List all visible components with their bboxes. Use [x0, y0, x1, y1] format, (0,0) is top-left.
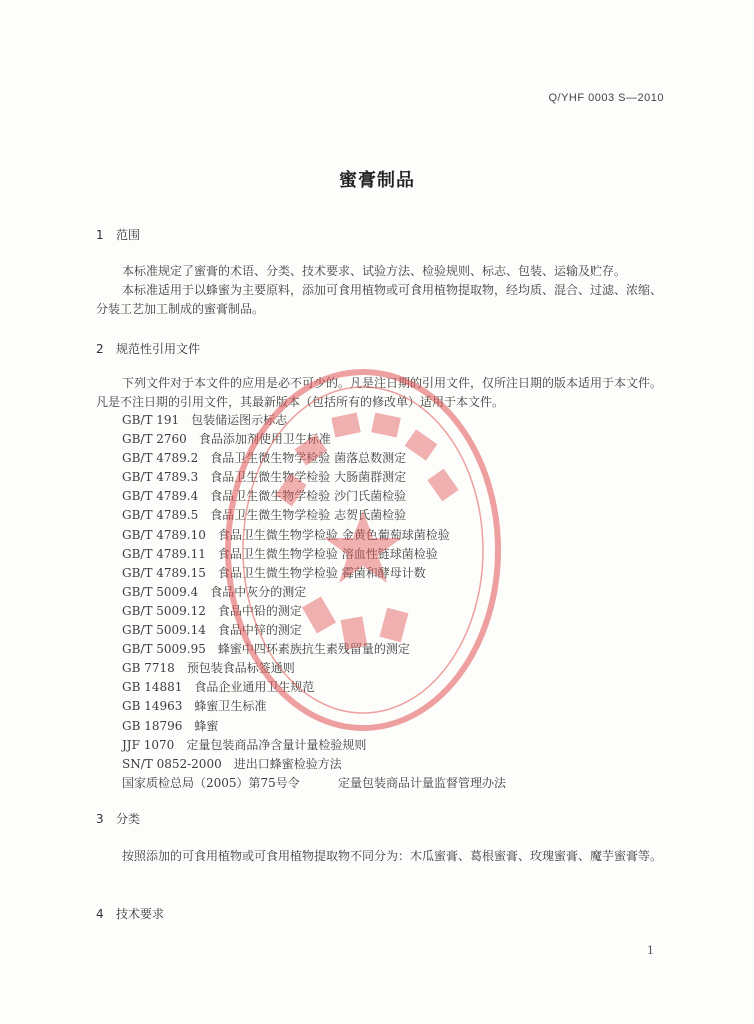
reference-code: GB/T 5009.12 [122, 603, 206, 618]
reference-name: 食品企业通用卫生规范 [194, 680, 315, 695]
reference-item [122, 621, 506, 640]
section-title: 技术要求 [116, 907, 165, 921]
reference-name: 食品中锌的测定 [217, 623, 302, 638]
reference-code: SN/T 0852-2000 [122, 756, 222, 771]
reference-name: 进出口蜂蜜检验方法 [233, 756, 342, 771]
reference-name: 食品卫生微生物学检验 大肠菌群测定 [210, 470, 407, 485]
reference-name: 食品添加剂使用卫生标准 [198, 432, 331, 447]
reference-item [122, 774, 506, 793]
reference-item [122, 659, 506, 678]
reference-item [122, 564, 506, 583]
reference-code: GB/T 4789.15 [122, 565, 206, 580]
reference-list [122, 411, 506, 793]
reference-item [122, 487, 506, 506]
reference-code: GB/T 5009.4 [122, 584, 199, 599]
reference-item [122, 449, 506, 468]
scope-paragraph-2: 本标准适用于以蜂蜜为主要原料，添加可食用植物或可食用植物提取物，经均质、混合、过滤、浓缩、分装工艺加工制成的蜜膏制品。 [96, 283, 663, 316]
scope-paragraph-1: 本标准规定了蜜膏的术语、分类、技术要求、试验方法、检验规则、标志、包装、运输及贮存。 [122, 264, 627, 278]
reference-code: GB 14963 [122, 699, 183, 714]
reference-name: 包装储运图示标志 [191, 413, 288, 427]
reference-code: GB/T 191 [122, 413, 180, 427]
classification-paragraph: 按照添加的可食用植物或可食用植物提取物不同分为：木瓜蜜膏、葛根蜜膏、玫瑰蜜膏、魔芋蜜膏等。 [122, 849, 663, 863]
reference-item [122, 602, 506, 621]
reference-code: GB 18796 [122, 718, 183, 733]
section-title: 范围 [116, 228, 141, 242]
reference-name: 食品卫生微生物学检验 沙门氏菌检验 [210, 489, 407, 504]
reference-name: 食品卫生微生物学检验 金黄色葡萄球菌检验 [217, 527, 450, 542]
reference-code: 国家质检总局（2005）第75号令 [122, 775, 300, 790]
reference-item [122, 526, 506, 545]
reference-item [122, 640, 506, 659]
reference-item [122, 717, 506, 736]
reference-code: GB/T 5009.14 [122, 623, 206, 638]
reference-item [122, 697, 506, 716]
section-number: 3 [96, 812, 104, 826]
reference-item [122, 583, 506, 602]
section-4-heading [96, 905, 164, 922]
reference-item [122, 430, 506, 449]
reference-code: GB/T 4789.10 [122, 527, 206, 542]
section-2-heading [96, 340, 200, 357]
section-title: 分类 [116, 812, 141, 826]
reference-code: JJF 1070 [122, 737, 175, 752]
reference-item [122, 468, 506, 487]
reference-code: GB/T 4789.3 [122, 470, 199, 485]
reference-code: GB/T 4789.2 [122, 451, 199, 466]
reference-name: 食品卫生微生物学检验 溶血性链球菌检验 [217, 546, 438, 561]
reference-item [122, 545, 506, 564]
section-number: 4 [96, 907, 104, 921]
reference-name: 食品卫生微生物学检验 菌落总数测定 [210, 451, 407, 466]
reference-item [122, 506, 506, 525]
reference-code: GB/T 4789.5 [122, 508, 199, 523]
standard-number: Q/YHF 0003 S—2010 [548, 92, 664, 104]
reference-code: GB/T 2760 [122, 432, 187, 447]
section-3-heading [96, 810, 140, 827]
section-number: 1 [96, 228, 104, 242]
reference-name: 蜂蜜 [194, 718, 219, 733]
references-intro: 下列文件对于本文件的应用是必不可少的。凡是注日期的引用文件，仅所注日期的版本适用于本文件。凡是不注日期的引用文件，其最新版本（包括所有的修改单）适用于本文件。 [96, 376, 663, 409]
reference-item [122, 755, 506, 774]
reference-code: GB/T 5009.95 [122, 642, 206, 657]
reference-name: 蜂蜜卫生标准 [194, 699, 267, 714]
reference-code: GB/T 4789.4 [122, 489, 199, 504]
reference-name: 食品卫生微生物学检验 志贺氏菌检验 [210, 508, 407, 523]
reference-name: 食品中灰分的测定 [210, 584, 307, 599]
reference-name: 蜂蜜中四环素族抗生素残留量的测定 [217, 642, 410, 657]
section-1-heading [96, 226, 140, 243]
reference-code: GB 14881 [122, 680, 183, 695]
reference-name: 定量包装商品净含量计量检验规则 [186, 737, 367, 752]
reference-code: GB 7718 [122, 661, 175, 676]
section-title: 规范性引用文件 [116, 342, 201, 356]
reference-name: 预包装食品标签通则 [186, 661, 295, 676]
document-title: 蜜膏制品 [339, 170, 415, 191]
reference-name: 定量包装商品计量监督管理办法 [338, 775, 507, 790]
reference-code: GB/T 4789.11 [122, 546, 206, 561]
page-number: 1 [647, 944, 654, 957]
reference-item [122, 678, 506, 697]
reference-item [122, 411, 506, 430]
section-number: 2 [96, 342, 104, 356]
reference-name: 食品中铅的测定 [217, 603, 302, 618]
reference-item [122, 736, 506, 755]
reference-name: 食品卫生微生物学检验 霉菌和酵母计数 [217, 565, 426, 580]
